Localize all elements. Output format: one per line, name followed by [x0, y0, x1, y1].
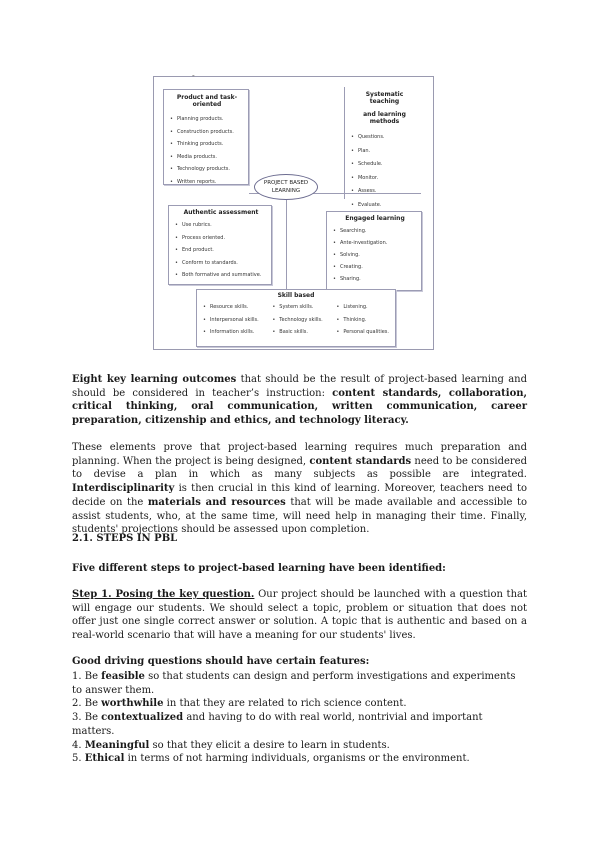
planning-text-2: need to be considered to devise a plan in which as many subjects as possible are integrated.	[72, 455, 527, 481]
list-item: • Thinking products.	[170, 138, 244, 151]
planning-bold-3: materials and resources	[147, 496, 286, 508]
step1-label: Step 1. Posing the key question.	[72, 589, 255, 600]
list-item	[72, 697, 527, 711]
list-item: • Ante-investigation.	[333, 237, 417, 249]
list-item: • Creating.	[333, 261, 417, 273]
feature-keyword: Meaningful	[84, 739, 150, 751]
feature-number: 5.	[72, 753, 85, 765]
pbl-diagram	[153, 71, 434, 350]
list-item: • Evaluate.	[351, 199, 418, 213]
skill-col-3	[336, 301, 389, 339]
product-task-list	[170, 113, 244, 188]
outcomes-lead: Eight key learning outcomes	[72, 374, 237, 385]
center-label-line1: PROJECT BASED	[263, 180, 309, 186]
planning-text-3: is then crucial in this kind of learning. Moreover, teachers need to decide on the	[72, 483, 527, 508]
center-label-line2: LEARNING	[271, 188, 301, 194]
systematic-title-line3: methods	[369, 118, 400, 125]
authentic-assessment-box	[168, 205, 272, 285]
skill-title: Skill based	[277, 292, 315, 299]
list-item: • Basic skills.	[272, 326, 322, 339]
list-item: • Conform to standards.	[175, 257, 267, 270]
feature-number: 3. Be	[72, 712, 102, 724]
center-oval	[254, 174, 318, 200]
planning-bold-1: content standards	[309, 455, 412, 467]
systematic-list	[351, 131, 418, 212]
skill-col-2	[272, 301, 322, 339]
list-item: • Resource skills.	[203, 301, 259, 314]
list-item	[72, 670, 527, 697]
list-item: • Technology products.	[170, 163, 244, 176]
engaged-learning-box	[326, 211, 422, 291]
list-item: • Construction products.	[170, 126, 244, 139]
feature-text: in terms of not harming individuals, organisms or the environment.	[124, 753, 470, 765]
list-item: • Written reports.	[170, 176, 244, 189]
step1-text: Our project should be launched with a question that will engage our students. We should select a topic, problem or situation that does not offer just one single correct answer or solution. A topic that is authentic and based on a real-world scenario that will have a meaning for our students' lives.	[72, 589, 527, 642]
feature-number: 4.	[72, 739, 85, 751]
learning-outcomes-paragraph	[72, 373, 527, 428]
list-item: • System skills.	[272, 301, 322, 314]
list-item: • Listening.	[336, 301, 389, 314]
section-heading: 2.1. STEPS IN PBL	[72, 533, 178, 544]
planning-bold-2: Interdisciplinarity	[72, 483, 175, 495]
feature-number: 2. Be	[72, 698, 102, 710]
list-item: • Plan.	[351, 145, 418, 159]
good-questions-heading: Good driving questions should have certain features:	[72, 656, 370, 667]
feature-text: in that they are related to rich science content.	[163, 698, 407, 710]
skill-based-box	[196, 289, 396, 347]
feature-keyword: contextualized	[101, 712, 184, 724]
five-steps-heading: Five different steps to project-based learning have been identified:	[72, 563, 446, 574]
feature-keyword: worthwhile	[101, 698, 164, 710]
systematic-title-line2: and learning	[363, 111, 406, 118]
feature-text: so that they elicit a desire to learn in students.	[149, 739, 390, 751]
skill-columns	[203, 301, 389, 339]
list-item	[72, 752, 527, 766]
systematic-title-line1: Systematic teaching	[365, 91, 404, 105]
feature-text: so that students can design and perform investigations and experiments to answer them.	[72, 671, 516, 696]
list-item: • Interpersonal skills.	[203, 314, 259, 327]
feature-number: 1. Be	[72, 671, 102, 682]
authentic-title: Authentic assessment	[183, 209, 259, 216]
planning-paragraph	[72, 441, 527, 537]
list-item: • Use rubrics.	[175, 219, 267, 232]
list-item	[72, 739, 527, 753]
feature-keyword: Ethical	[84, 753, 125, 765]
list-item: • Planning products.	[170, 113, 244, 126]
list-item: • Process oriented.	[175, 232, 267, 245]
authentic-list	[175, 219, 267, 282]
features-list	[72, 670, 527, 766]
list-item: • Technology skills.	[272, 314, 322, 327]
planning-text-1: These elements prove that project-based learning requires much preparation and planning. When the project is being designed,	[72, 442, 527, 467]
systematic-methods-box	[344, 87, 422, 208]
list-item: • Both formative and summative.	[175, 269, 267, 282]
outcomes-list: content standards, collaboration, critical thinking, oral communication, written communication, career preparation, citizenship and ethics, and technology literacy.	[72, 387, 527, 427]
list-item: • Schedule.	[351, 158, 418, 172]
product-task-box	[163, 89, 249, 185]
feature-keyword: feasible	[101, 671, 145, 682]
planning-text-4: that will be made available and accessible to assist students, who, at the same time, will need help in managing their time. Finally, students' projections should be assessed upon completion.	[72, 496, 528, 536]
outcomes-mid: that should be the result of project-based learning and should be considered in teacher’s instruction:	[72, 374, 527, 399]
skill-col-1	[203, 301, 259, 339]
list-item	[72, 711, 527, 738]
step1-paragraph	[72, 588, 527, 643]
connector-vertical	[286, 200, 287, 289]
list-item: • Questions.	[351, 131, 418, 145]
engaged-title: Engaged learning	[345, 215, 405, 222]
list-item: • Personal qualities.	[336, 326, 389, 339]
list-item: • Sharing.	[333, 273, 417, 285]
list-item: • Solving.	[333, 249, 417, 261]
list-item: • Media products.	[170, 151, 244, 164]
corner-mark: -	[192, 71, 195, 80]
list-item: • Monitor.	[351, 172, 418, 186]
feature-text: and having to do with real world, nontrivial and important matters.	[72, 712, 483, 737]
list-item: • End product.	[175, 244, 267, 257]
engaged-list	[333, 225, 417, 285]
list-item: • Assess.	[351, 185, 418, 199]
list-item: • Thinking.	[336, 314, 389, 327]
list-item: • Information skills.	[203, 326, 259, 339]
product-task-title: Product and task-oriented	[176, 94, 238, 108]
list-item: • Searching.	[333, 225, 417, 237]
